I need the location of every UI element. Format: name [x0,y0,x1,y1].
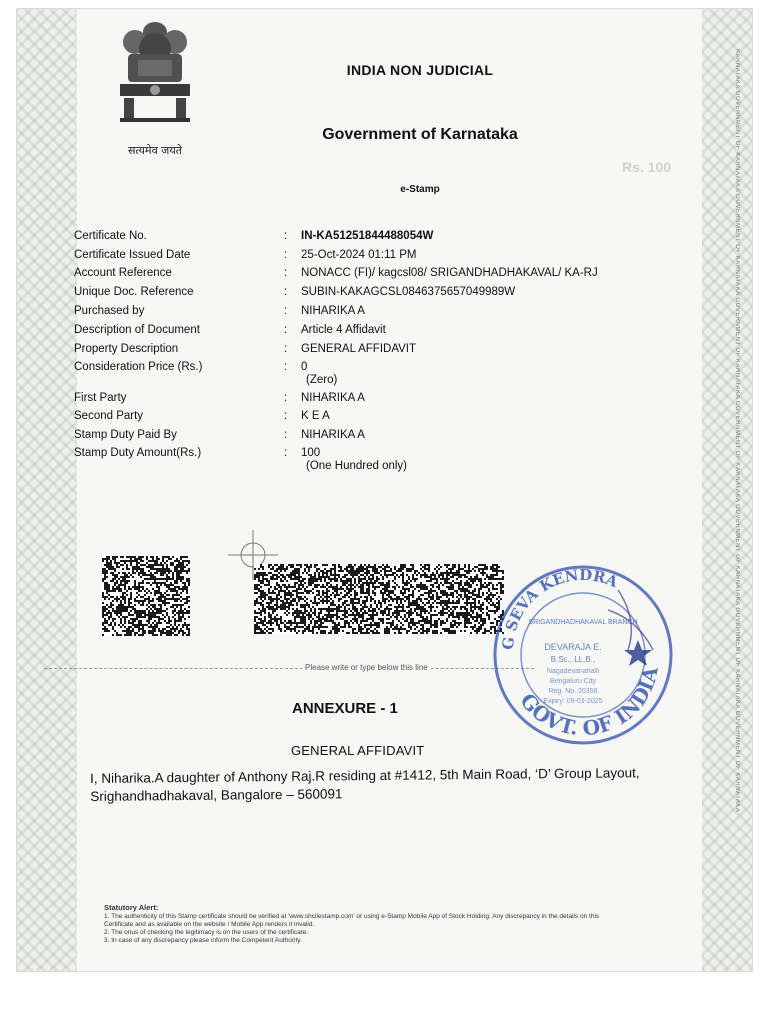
field-separator: : [284,230,288,242]
field-row-first-party [74,392,674,410]
field-value: K E A [301,410,330,422]
field-separator: : [284,305,288,317]
field-separator: : [284,447,288,459]
seal-center-line: Expiry: 09-03-2025 [543,698,603,705]
field-separator: : [284,286,288,298]
field-value: NIHARIKA A [301,305,365,317]
field-value: IN-KA51251844488054W [301,230,434,242]
field-row-certificate-no [74,230,674,248]
field-label: Purchased by [74,305,145,317]
statutory-alert-item: 1. The authenticity of this Stamp certificate should be verified at 'www.shcilestamp.com' or using e-Stamp Mobile App of Stock Holding. Any discrepancy in the details on this Certificate and as available on the website / Mobile App renders it invalid. [104,913,600,928]
seal-center-line: Bengaluru City [550,678,596,685]
field-row-stamp-duty-paid-by [74,429,674,447]
stamp-type: e-Stamp [400,184,440,195]
affidavit-body: I, Niharika.A daughter of Anthony Raj.R residing at #1412, 5th Main Road, ‘D’ Group Layout, Srighandhadhakaval, Bangalore – 560091 [90,765,640,804]
notary-seal-stamp [488,530,674,760]
field-separator: : [284,361,288,373]
field-label: Certificate Issued Date [74,249,191,261]
2d-barcode[interactable] [254,564,504,634]
seal-bottom-text: GOVT. OF INDIA [515,664,663,741]
seal-star-icon [624,640,652,666]
field-label: Certificate No. [74,230,147,242]
national-emblem-icon [110,14,200,144]
document-title: INDIA NON JUDICIAL [346,62,494,78]
qr-code[interactable] [102,556,190,636]
field-separator: : [284,343,288,355]
seal-center-line: Reg. No. 20356 [548,688,598,695]
field-value: NONACC (FI)/ kagcsl08/ SRIGANDHADHAKAVAL/ KA-RJ [301,267,598,279]
seal-center-line: Nagadevanahalli [546,668,600,675]
field-value: Article 4 Affidavit [301,324,386,336]
statutory-alert [104,904,624,945]
decorative-border-left [17,9,77,971]
field-label: Description of Document [74,324,200,336]
field-row-unique-doc-reference [74,286,674,304]
field-separator: : [284,324,288,336]
field-row-property-description [74,343,674,361]
field-label: Stamp Duty Amount(Rs.) [74,447,202,459]
field-value: SUBIN-KAKAGCSL0846375657049989W [301,286,516,298]
seal-outer-text: G SEVA KENDRA [498,565,621,651]
field-label: Account Reference [74,267,172,279]
cut-line [44,668,534,669]
field-row-second-party [74,410,674,428]
field-row-stamp-duty-amount [74,447,674,477]
field-value: NIHARIKA A [301,392,365,404]
affidavit-title: GENERAL AFFIDAVIT [291,743,425,758]
field-separator: : [284,267,288,279]
field-value: GENERAL AFFIDAVIT [301,343,417,355]
field-separator: : [284,410,288,422]
field-value: 25-Oct-2024 01:11 PM [301,249,417,261]
field-label: Stamp Duty Paid By [74,429,177,441]
security-microtext: KARNATAKA GOVERNMENT OF KARNATAKA GOVERNMENT OF KARNATAKA GOVERNMENT OF KARNATAKA GOVERNMENT OF KARNATAKA GOVERNMENT OF KARNATAKA GOVERNMENT OF KARNATAKA GOVERNMENT OF KARNATAKA [734,49,740,813]
statutory-alert-title: Statutory Alert: [104,903,159,912]
field-separator: : [284,429,288,441]
statutory-alert-item: 2. The onus of checking the legitimacy is on the users of the certificate. [104,929,309,936]
seal-center-line: B.Sc., LL.B., [550,655,596,664]
decorative-border-right [702,9,752,971]
field-row-description-of-document [74,324,674,342]
government-name: Government of Karnataka [322,126,518,143]
seal-center-line: DEVARAJA E. [544,642,602,652]
field-label: Unique Doc. Reference [74,286,194,298]
seal-inner-text: SRIGANDHADHAKAVAL BRANCH [528,619,638,626]
field-label: First Party [74,392,127,404]
field-row-consideration-price [74,361,674,391]
emblem-motto: सत्यमेव जयते [127,144,182,157]
field-label: Second Party [74,410,144,422]
field-label: Consideration Price (Rs.) [74,361,203,373]
field-value-words: (One Hundred only) [306,460,407,472]
field-row-purchased-by [74,305,674,323]
field-value: NIHARIKA A [301,429,365,441]
statutory-alert-item: 3. In case of any discrepancy please inform the Competent Authority. [104,937,302,944]
field-separator: : [284,392,288,404]
field-value-words: (Zero) [306,374,338,386]
field-separator: : [284,249,288,261]
denomination-watermark: Rs. 100 [622,159,672,175]
field-value: 100 [301,447,321,459]
cut-line-instruction: Please write or type below this line [302,663,431,672]
field-value: 0 [301,361,308,373]
field-row-issued-date [74,249,674,267]
field-label: Property Description [74,343,179,355]
field-row-account-reference [74,267,674,285]
annexure-heading: ANNEXURE - 1 [292,700,398,717]
